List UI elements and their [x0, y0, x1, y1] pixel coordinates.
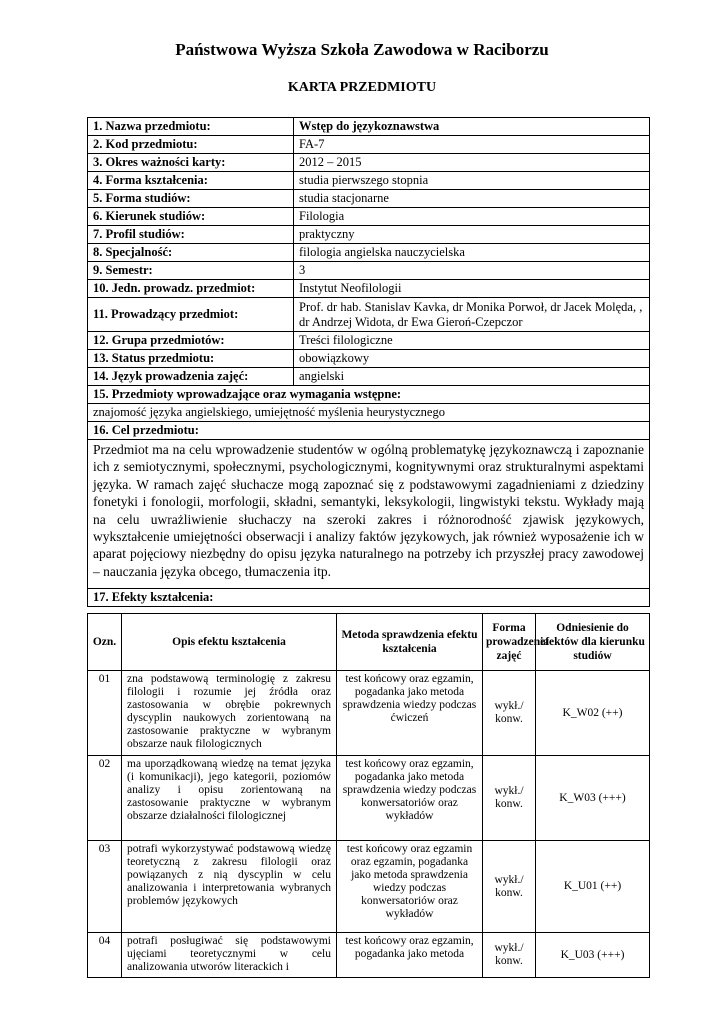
info-row — [88, 332, 650, 350]
info-row — [88, 208, 650, 226]
table-row — [88, 756, 650, 841]
institution-title: Państwowa Wyższa Szkoła Zawodowa w Raciborzu — [175, 40, 549, 59]
aim-heading: 16. Cel przedmiotu: — [88, 422, 650, 440]
section-row — [88, 440, 650, 589]
info-value: Filologia — [294, 208, 650, 226]
info-row — [88, 280, 650, 298]
table-row — [88, 841, 650, 933]
info-label: 2. Kod przedmiotu: — [88, 136, 294, 154]
effect-form: wykł./ konw. — [483, 933, 536, 978]
course-info-table — [87, 117, 650, 607]
info-label: 13. Status przedmiotu: — [88, 350, 294, 368]
info-label: 4. Forma kształcenia: — [88, 172, 294, 190]
info-label: 14. Język prowadzenia zajęć: — [88, 368, 294, 386]
info-label: 8. Specjalność: — [88, 244, 294, 262]
info-row — [88, 226, 650, 244]
info-value: angielski — [294, 368, 650, 386]
prerequisites-heading: 15. Przedmioty wprowadzające oraz wymagania wstępne: — [88, 386, 650, 404]
info-label: 6. Kierunek studiów: — [88, 208, 294, 226]
column-header-opis: Opis efektu kształcenia — [122, 614, 337, 671]
info-value: Instytut Neofilologii — [294, 280, 650, 298]
table-row — [88, 933, 650, 978]
effect-description: potrafi posługiwać się podstawowymi ujęciami teoretycznymi w celu analizowania utworów literackich i — [122, 933, 337, 978]
effect-method: test końcowy oraz egzamin, pogadanka jako metoda sprawdzenia wiedzy podczas konwersatoriów oraz wykładów — [337, 756, 483, 841]
effect-reference: K_U03 (+++) — [536, 933, 650, 978]
info-row — [88, 298, 650, 332]
section-row — [88, 589, 650, 607]
effect-code: 01 — [88, 671, 122, 756]
info-row — [88, 154, 650, 172]
info-label: 3. Okres ważności karty: — [88, 154, 294, 172]
column-header-forma: Forma prowadzenia zajęć — [483, 614, 536, 671]
effect-form: wykł./ konw. — [483, 841, 536, 933]
info-row — [88, 244, 650, 262]
column-header-ozn: Ozn. — [88, 614, 122, 671]
info-value: 2012 – 2015 — [294, 154, 650, 172]
info-value: filologia angielska nauczycielska — [294, 244, 650, 262]
info-row — [88, 190, 650, 208]
info-row — [88, 172, 650, 190]
table-row — [88, 671, 650, 756]
effect-description: potrafi wykorzystywać podstawową wiedzę teoretyczną z zakresu filologii oraz powiązanych z nią dyscyplin w celu analizowania i interpretowania wybranych problemów językowych — [122, 841, 337, 933]
effect-form: wykł./ konw. — [483, 756, 536, 841]
info-value: Prof. dr hab. Stanislav Kavka, dr Monika Porwoł, dr Jacek Molęda, , dr Andrzej Widota, dr Ewa Gieroń-Czepczor — [294, 298, 650, 332]
info-value: Treści filologiczne — [294, 332, 650, 350]
info-value: obowiązkowy — [294, 350, 650, 368]
info-label: 12. Grupa przedmiotów: — [88, 332, 294, 350]
section-row — [88, 386, 650, 404]
effects-heading: 17. Efekty kształcenia: — [88, 589, 650, 607]
section-row — [88, 422, 650, 440]
info-value: FA-7 — [294, 136, 650, 154]
info-value: 3 — [294, 262, 650, 280]
info-label: 1. Nazwa przedmiotu: — [88, 118, 294, 136]
effect-code: 03 — [88, 841, 122, 933]
effect-code: 02 — [88, 756, 122, 841]
info-row — [88, 136, 650, 154]
effect-description: zna podstawową terminologię z zakresu filologii i rozumie jej źródła oraz zastosowania w obrębie pokrewnych dyscyplin naukowych zorientowaną na zastosowanie praktyczne w wybranym obszarze nauk filologicznych — [122, 671, 337, 756]
info-row — [88, 368, 650, 386]
section-row — [88, 404, 650, 422]
column-header-metoda: Metoda sprawdzenia efektu kształcenia — [337, 614, 483, 671]
info-value: praktyczny — [294, 226, 650, 244]
aim-text: Przedmiot ma na celu wprowadzenie studentów w ogólną problematykę językoznawczą i zapoznanie ich z semiotycznymi, społecznymi, psychologicznymi, kognitywnymi oraz strukturalnymi aspektami języka. W ramach zajęć słuchacze mogą zapoznać się z podstawowymi zagadnieniami z dziedziny fonetyki i fonologii, morfologii, składni, semantyki, leksykologii, lingwistyki tekstu. Wykłady mają na celu uwrażliwienie słuchaczy na szeroki zakres i różnorodność zjawisk językowych, wykształcenie umiejętności obserwacji i analizy faktów językowych, jak również wyposażenie ich w aparat pojęciowy niezbędny do opisu języka naturalnego na potrzeby ich przyszłej pracy zawodowej – nauczania języka obcego, tłumaczenia itp. — [88, 440, 650, 589]
info-row — [88, 262, 650, 280]
learning-effects-table — [87, 613, 650, 978]
effect-method: test końcowy oraz egzamin, pogadanka jako metoda sprawdzenia wiedzy podczas ćwiczeń — [337, 671, 483, 756]
info-value: studia pierwszego stopnia — [294, 172, 650, 190]
effect-method: test końcowy oraz egzamin oraz egzamin, pogadanka jako metoda sprawdzenia wiedzy podczas konwersatoriów oraz wykładów — [337, 841, 483, 933]
prerequisites-text: znajomość języka angielskiego, umiejętność myślenia heurystycznego — [88, 404, 650, 422]
effect-reference: K_W02 (++) — [536, 671, 650, 756]
effect-reference: K_W03 (+++) — [536, 756, 650, 841]
effect-reference: K_U01 (++) — [536, 841, 650, 933]
effect-code: 04 — [88, 933, 122, 978]
info-row — [88, 118, 650, 136]
info-row — [88, 350, 650, 368]
effects-header-row — [88, 614, 650, 671]
effect-description: ma uporządkowaną wiedzę na temat języka (i komunikacji), jego kategorii, poziomów analizy i opisu zorientowaną na zastosowanie praktyczne w wybranym obszarze działalności filologicznej — [122, 756, 337, 841]
effect-method: test końcowy oraz egzamin, pogadanka jako metoda — [337, 933, 483, 978]
info-label: 11. Prowadzący przedmiot: — [88, 298, 294, 332]
info-value: Wstęp do językoznawstwa — [294, 118, 650, 136]
info-label: 10. Jedn. prowadz. przedmiot: — [88, 280, 294, 298]
info-label: 5. Forma studiów: — [88, 190, 294, 208]
info-label: 9. Semestr: — [88, 262, 294, 280]
document-title: KARTA PRZEDMIOTU — [287, 80, 437, 95]
effect-form: wykł./ konw. — [483, 671, 536, 756]
column-header-odniesienie: Odniesienie do efektów dla kierunku studiów — [536, 614, 650, 671]
info-label: 7. Profil studiów: — [88, 226, 294, 244]
info-value: studia stacjonarne — [294, 190, 650, 208]
